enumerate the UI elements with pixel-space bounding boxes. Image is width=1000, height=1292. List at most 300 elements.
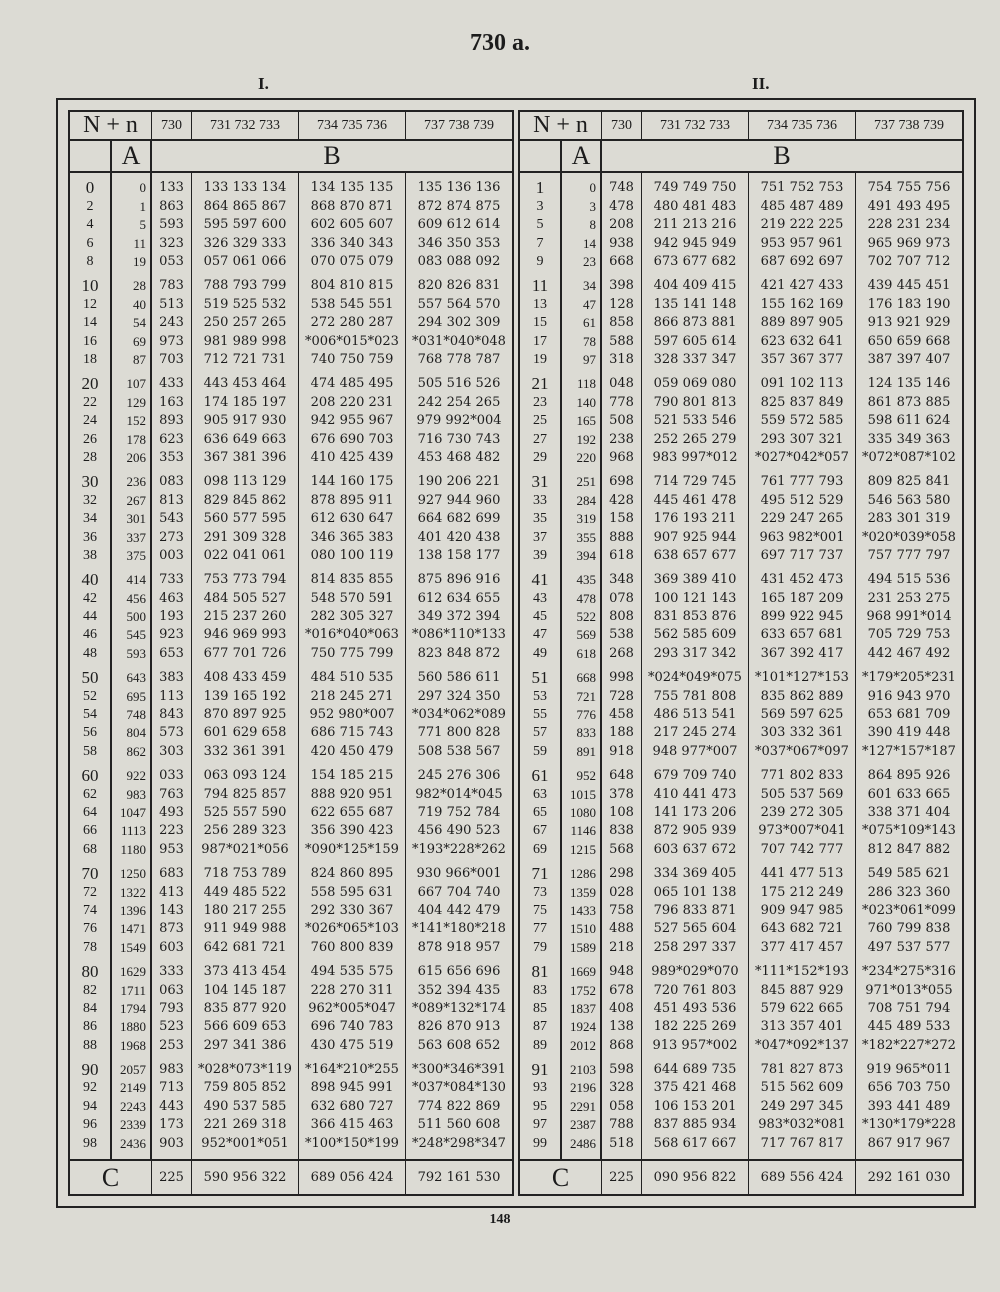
table-cell: 643 <box>126 670 146 686</box>
table-cell: 1589 <box>570 939 596 955</box>
table-cell: 1471 <box>120 921 146 937</box>
table-cell: 236 <box>126 474 146 490</box>
table-cell: 428 <box>609 492 634 508</box>
table-cell: 1322 <box>120 884 146 900</box>
header-col-2: 734 735 736 <box>299 112 406 139</box>
table-cell: 19 <box>133 254 146 270</box>
table-cell: 679 709 740 <box>653 768 737 784</box>
table-cell: 053 <box>159 254 184 270</box>
table-cell: 560 577 595 <box>203 511 287 527</box>
table-cell: 6 <box>86 235 94 251</box>
table-cell: 2103 <box>570 1062 596 1078</box>
table-cell: 022 041 061 <box>203 547 287 563</box>
table-cell: 673 677 682 <box>653 254 737 270</box>
column-b2 <box>749 173 856 1159</box>
table-cell: 059 069 080 <box>653 376 737 392</box>
table-cell: 771 802 833 <box>760 768 844 784</box>
table-cell: 868 870 871 <box>310 198 394 214</box>
table-cell: 408 433 459 <box>203 670 287 686</box>
footer-c-label: C <box>70 1161 152 1194</box>
header-col-1: 731 732 733 <box>642 112 749 139</box>
table-cell: 2436 <box>120 1135 146 1151</box>
table-cell: 442 467 492 <box>867 645 951 661</box>
table-cell: 768 778 787 <box>417 352 501 367</box>
table-cell: 568 617 667 <box>653 1135 737 1151</box>
column-a <box>560 173 602 1159</box>
table-cell: *027*042*057 <box>755 449 849 465</box>
table-cell: 644 689 735 <box>653 1062 737 1078</box>
table-cell: 251 <box>576 474 596 490</box>
table-cell: 703 <box>159 352 184 367</box>
table-cell: 1752 <box>570 982 596 998</box>
table-cell: 875 896 916 <box>417 572 501 588</box>
table-cell: 97 <box>533 1117 547 1133</box>
table-cell: 963 982*001 <box>759 529 845 545</box>
table-cell: 18 <box>83 352 97 367</box>
table-cell: 474 485 495 <box>310 376 394 392</box>
table-cell: 252 265 279 <box>653 431 737 447</box>
table-cell: 242 254 265 <box>417 394 501 410</box>
table-cell: 568 <box>609 841 634 857</box>
table-cell: 549 585 621 <box>867 866 951 882</box>
table-cell: 968 <box>609 449 634 465</box>
table-cell: 3 <box>589 198 596 214</box>
table-cell: 55 <box>533 707 547 723</box>
table-cell: 113 <box>159 688 184 704</box>
table-cell: 919 965*011 <box>866 1062 952 1078</box>
table-cell: 66 <box>83 823 97 839</box>
table-cell: 918 <box>609 743 634 759</box>
table-cell: 485 487 489 <box>760 198 844 214</box>
table-cell: 927 944 960 <box>417 492 501 508</box>
table-cell: 135 141 148 <box>653 296 737 312</box>
table-cell: 687 692 697 <box>760 254 844 270</box>
table-cell: 083 088 092 <box>417 254 501 270</box>
table-cell: 893 <box>159 413 184 429</box>
table-cell: 813 <box>159 492 184 508</box>
table-cell: 182 225 269 <box>653 1019 737 1035</box>
table-cell: 69 <box>133 333 146 349</box>
column-b0 <box>602 173 642 1159</box>
table-cell: 698 <box>609 474 634 490</box>
table-cell: 548 570 591 <box>310 590 394 606</box>
table-cell: 695 <box>126 688 146 704</box>
table-cell: 1146 <box>570 823 596 839</box>
column-b1 <box>642 173 749 1159</box>
table-cell: 2339 <box>120 1117 146 1133</box>
table-cell: 355 <box>576 529 596 545</box>
table-cell: 962*005*047 <box>308 1000 396 1016</box>
table-cell: 337 <box>126 529 146 545</box>
table-cell: 913 921 929 <box>867 315 951 331</box>
table-cell: 33 <box>533 492 547 508</box>
table-cell: 218 <box>609 939 634 955</box>
table-cell: 375 421 468 <box>653 1080 737 1096</box>
table-cell: 595 597 600 <box>203 217 287 233</box>
table-cell: 218 245 271 <box>310 688 394 704</box>
table-cell: 656 703 750 <box>867 1080 951 1096</box>
table-cell: 749 749 750 <box>653 180 737 196</box>
table-cell: 983 <box>159 1062 184 1078</box>
table-cell: *300*346*391 <box>412 1062 506 1078</box>
table-cell: 431 452 473 <box>760 572 844 588</box>
table-cell: 95 <box>533 1098 547 1114</box>
table-cell: 0 <box>85 178 95 198</box>
table-cell: 336 340 343 <box>310 235 394 251</box>
table-cell: 812 847 882 <box>867 841 951 857</box>
table-cell: 367 381 396 <box>203 449 287 465</box>
table-cell: 118 <box>576 376 596 392</box>
table-cell: 864 865 867 <box>203 198 287 214</box>
table-cell: 740 750 759 <box>310 352 394 367</box>
table-cell: 750 775 799 <box>310 645 394 661</box>
part-label-1: I. <box>258 74 269 93</box>
table-cell: 8 <box>86 254 94 270</box>
table-cell: 952 <box>576 768 596 784</box>
table-cell: 602 605 607 <box>310 217 394 233</box>
table-cell: 75 <box>533 902 547 918</box>
table-cell: 356 390 423 <box>310 823 394 839</box>
footer-col-0: 225 <box>152 1161 192 1194</box>
table-cell: 623 <box>159 431 184 447</box>
table-cell: 401 420 438 <box>417 529 501 545</box>
table-cell: *034*062*089 <box>412 707 506 723</box>
table-cell: 757 777 797 <box>867 547 951 563</box>
table-cell: 783 <box>159 278 184 294</box>
table-cell: 603 <box>159 939 184 955</box>
table-cell: 410 425 439 <box>310 449 394 465</box>
table-cell: 8 <box>589 217 596 233</box>
table-cell: 352 394 435 <box>417 982 501 998</box>
table-cell: 525 557 590 <box>203 804 287 820</box>
table-cell: 500 <box>126 609 146 625</box>
table-cell: 748 <box>609 180 634 196</box>
table-cell: 81 <box>531 962 549 982</box>
section-header-row <box>70 141 512 173</box>
table-cell: 228 231 234 <box>867 217 951 233</box>
table-cell: 394 <box>576 547 596 563</box>
table-cell: 973 <box>159 333 184 349</box>
table-cell: 52 <box>83 688 97 704</box>
table-cell: *020*039*058 <box>862 529 956 545</box>
table-cell: 138 158 177 <box>417 547 501 563</box>
table-cell: *127*157*187 <box>862 743 956 759</box>
section-a-header: A <box>110 141 152 171</box>
table-cell: 588 <box>609 333 634 349</box>
table-cell: 313 357 401 <box>760 1019 844 1035</box>
table-cell: 790 801 813 <box>653 394 737 410</box>
table-cell: 1015 <box>570 786 596 802</box>
table-cell: 74 <box>83 902 97 918</box>
column-n <box>70 173 110 1159</box>
table-cell: 708 751 794 <box>867 1000 951 1016</box>
table-cell: 154 185 215 <box>310 768 394 784</box>
table-cell: 478 <box>609 198 634 214</box>
table-cell: *075*109*143 <box>862 823 956 839</box>
table-cell: 808 <box>609 609 634 625</box>
table-cell: 1 <box>139 198 146 214</box>
table-cell: 872 905 939 <box>653 823 737 839</box>
table-cell: 1250 <box>120 866 146 882</box>
table-cell: 771 800 828 <box>417 725 501 741</box>
table-cell: 2012 <box>570 1037 596 1053</box>
table-cell: 098 113 129 <box>203 474 287 490</box>
part-label-2: II. <box>752 74 770 93</box>
table-cell: 139 165 192 <box>203 688 287 704</box>
table-cell: 911 949 988 <box>203 921 287 937</box>
table-cell: 88 <box>83 1037 97 1053</box>
table-cell: 163 <box>159 394 184 410</box>
table-cell: 909 947 985 <box>760 902 844 918</box>
table-frame <box>56 98 976 1208</box>
table-cell: 486 513 541 <box>653 707 737 723</box>
table-cell: *090*125*159 <box>305 841 399 857</box>
table-cell: 717 767 817 <box>760 1135 844 1151</box>
table-cell: 2149 <box>120 1080 146 1096</box>
table-cell: 952*001*051 <box>201 1135 289 1151</box>
table-cell: 0 <box>139 180 146 196</box>
table-cell: 20 <box>81 374 99 394</box>
table-cell: 953 957 961 <box>760 235 844 251</box>
table-cell: 229 247 265 <box>760 511 844 527</box>
table-cell: 903 <box>159 1135 184 1151</box>
table-cell: *089*132*174 <box>412 1000 506 1016</box>
table-cell: 158 <box>609 511 634 527</box>
table-cell: 484 505 527 <box>203 590 287 606</box>
table-cell: *072*087*102 <box>862 449 956 465</box>
table-cell: 135 136 136 <box>417 180 501 196</box>
table-cell: 17 <box>533 333 547 349</box>
table-cell: 511 560 608 <box>417 1117 501 1133</box>
table-cell: 215 237 260 <box>203 609 287 625</box>
table-cell: 493 <box>159 804 184 820</box>
table-cell: 569 597 625 <box>760 707 844 723</box>
table-cell: 16 <box>83 333 97 349</box>
table-cell: 5 <box>139 217 146 233</box>
table-cell: 1113 <box>120 823 146 839</box>
table-cell: *023*061*099 <box>862 902 956 918</box>
table-cell: 922 <box>126 768 146 784</box>
table-cell: 070 075 079 <box>310 254 394 270</box>
table-cell: 763 <box>159 786 184 802</box>
table-cell: 667 704 740 <box>417 884 501 900</box>
table-cell: 1080 <box>570 804 596 820</box>
table-cell: *248*298*347 <box>412 1135 506 1151</box>
table-cell: 346 350 353 <box>417 235 501 251</box>
table-cell: 328 337 347 <box>653 352 737 367</box>
table-cell: 217 245 274 <box>653 725 737 741</box>
table-cell: 491 493 495 <box>867 198 951 214</box>
table-cell: 143 <box>159 902 184 918</box>
table-cell: 13 <box>533 296 547 312</box>
table-cell: 653 <box>159 645 184 661</box>
table-cell: *193*228*262 <box>412 841 506 857</box>
table-cell: 1837 <box>570 1000 596 1016</box>
table-cell: 133 133 134 <box>203 180 287 196</box>
table-cell: 946 969 993 <box>203 627 287 643</box>
table-cell: 387 397 407 <box>867 352 951 367</box>
table-cell: 612 634 655 <box>417 590 501 606</box>
table-cell: 998 <box>609 670 634 686</box>
table-cell: 72 <box>83 884 97 900</box>
table-cell: 603 637 672 <box>653 841 737 857</box>
table-cell: *234*275*316 <box>862 964 956 980</box>
table-cell: 878 895 911 <box>310 492 394 508</box>
table-cell: 51 <box>531 668 549 688</box>
table-cell: 68 <box>83 841 97 857</box>
table-cell: 21 <box>531 374 549 394</box>
table-cell: 686 715 743 <box>310 725 394 741</box>
table-cell: 1629 <box>120 964 146 980</box>
table-cell: 899 922 945 <box>760 609 844 625</box>
table-cell: 560 586 611 <box>417 670 501 686</box>
table-cell: 1669 <box>570 964 596 980</box>
table-cell: 11 <box>133 235 146 251</box>
table-cell: 1510 <box>570 921 596 937</box>
table-cell: 31 <box>531 472 549 492</box>
table-cell: 99 <box>533 1135 547 1151</box>
table-cell: 778 <box>609 394 634 410</box>
table-cell: 53 <box>533 688 547 704</box>
table-cell: 601 633 665 <box>867 786 951 802</box>
table-cell: 45 <box>533 609 547 625</box>
table-cell: 410 441 473 <box>653 786 737 802</box>
table-cell: 38 <box>83 547 97 563</box>
table-cell: 078 <box>609 590 634 606</box>
table-cell: 231 253 275 <box>867 590 951 606</box>
table-cell: 788 793 799 <box>203 278 287 294</box>
table-cell: 26 <box>83 431 97 447</box>
table-cell: 220 <box>576 449 596 465</box>
table-cell: 107 <box>126 376 146 392</box>
table-cell: 89 <box>533 1037 547 1053</box>
table-cell: 439 445 451 <box>867 278 951 294</box>
table-cell: 91 <box>531 1060 549 1080</box>
table-cell: 923 <box>159 627 184 643</box>
footer-row <box>70 1159 512 1194</box>
header-col-1: 731 732 733 <box>192 112 299 139</box>
table-cell: 796 833 871 <box>653 902 737 918</box>
column-b2 <box>299 173 406 1159</box>
table-cell: 42 <box>83 590 97 606</box>
table-cell: 303 <box>159 743 184 759</box>
table-cell: 366 415 463 <box>310 1117 394 1133</box>
table-cell: 221 269 318 <box>203 1117 287 1133</box>
table-cell: 349 372 394 <box>417 609 501 625</box>
table-cell: 831 853 876 <box>653 609 737 625</box>
table-cell: 173 <box>159 1117 184 1133</box>
table-cell: 180 217 255 <box>203 902 287 918</box>
table-cell: 579 622 665 <box>760 1000 844 1016</box>
table-cell: 49 <box>533 645 547 661</box>
footer-col-2: 689 056 424 <box>299 1161 406 1194</box>
table-cell: 9 <box>536 254 544 270</box>
table-cell: 2057 <box>120 1062 146 1078</box>
table-cell: 369 389 410 <box>653 572 737 588</box>
footer-col-2: 689 556 424 <box>749 1161 856 1194</box>
table-cell: 668 <box>609 254 634 270</box>
table-cell: 814 835 855 <box>310 572 394 588</box>
table-cell: 982*014*045 <box>415 786 503 802</box>
page-title: 730 a. <box>470 30 530 56</box>
table-cell: 948 977*007 <box>652 743 738 759</box>
table-cell: 293 307 321 <box>760 431 844 447</box>
table-cell: 557 564 570 <box>417 296 501 312</box>
table-cell: 61 <box>531 766 549 786</box>
table-cell: 878 918 957 <box>417 939 501 955</box>
table-cell: 633 657 681 <box>760 627 844 643</box>
table-cell: 12 <box>83 296 97 312</box>
table-cell: 696 740 783 <box>310 1019 394 1035</box>
table-cell: 56 <box>83 725 97 741</box>
table-cell: 804 810 815 <box>310 278 394 294</box>
section-b-header: B <box>323 141 341 171</box>
column-b3 <box>406 173 512 1159</box>
table-cell: 50 <box>81 668 99 688</box>
table-part-2 <box>518 110 964 1196</box>
table-cell: 753 773 794 <box>203 572 287 588</box>
table-cell: 527 565 604 <box>653 921 737 937</box>
table-cell: 559 572 585 <box>760 413 844 429</box>
table-cell: 87 <box>133 352 146 367</box>
table-cell: 258 297 337 <box>653 939 737 955</box>
table-cell: 598 611 624 <box>867 413 951 429</box>
table-cell: 953 <box>159 841 184 857</box>
table-cell: 028 <box>609 884 634 900</box>
column-header-row <box>520 112 962 141</box>
table-cell: 484 510 535 <box>310 670 394 686</box>
table-cell: 456 490 523 <box>417 823 501 839</box>
table-cell: 268 <box>609 645 634 661</box>
table-cell: 30 <box>81 472 99 492</box>
table-cell: 653 681 709 <box>867 707 951 723</box>
table-cell: 835 877 920 <box>203 1000 287 1016</box>
table-cell: 92 <box>83 1080 97 1096</box>
table-cell: 35 <box>533 511 547 527</box>
table-cell: 435 <box>576 572 596 588</box>
table-cell: *028*073*119 <box>198 1062 292 1078</box>
table-cell: 748 <box>126 707 146 723</box>
table-cell: 223 <box>159 823 184 839</box>
table-cell: 522 <box>576 609 596 625</box>
column-header-row <box>70 112 512 141</box>
table-cell: 519 525 532 <box>203 296 287 312</box>
table-cell: 37 <box>533 529 547 545</box>
table-cell: 888 920 951 <box>310 786 394 802</box>
table-cell: 618 <box>576 645 596 661</box>
table-cell: 90 <box>81 1060 99 1080</box>
table-cell: 003 <box>159 547 184 563</box>
table-cell: 398 <box>609 278 634 294</box>
table-cell: 5 <box>536 217 544 233</box>
table-cell: 1396 <box>120 902 146 918</box>
table-cell: 867 917 967 <box>867 1135 951 1151</box>
table-cell: 981 989 998 <box>203 333 287 349</box>
table-cell: 515 562 609 <box>760 1080 844 1096</box>
table-cell: 505 537 569 <box>760 786 844 802</box>
table-cell: 776 <box>576 707 596 723</box>
table-cell: 256 289 323 <box>203 823 287 839</box>
table-cell: 538 <box>609 627 634 643</box>
table-cell: 543 <box>159 511 184 527</box>
table-cell: 27 <box>533 431 547 447</box>
table-cell: 393 441 489 <box>867 1098 951 1114</box>
table-cell: 46 <box>83 627 97 643</box>
table-cell: 968 991*014 <box>866 609 952 625</box>
table-cell: 57 <box>533 725 547 741</box>
table-cell: 490 537 585 <box>203 1098 287 1114</box>
table-cell: 648 <box>609 768 634 784</box>
